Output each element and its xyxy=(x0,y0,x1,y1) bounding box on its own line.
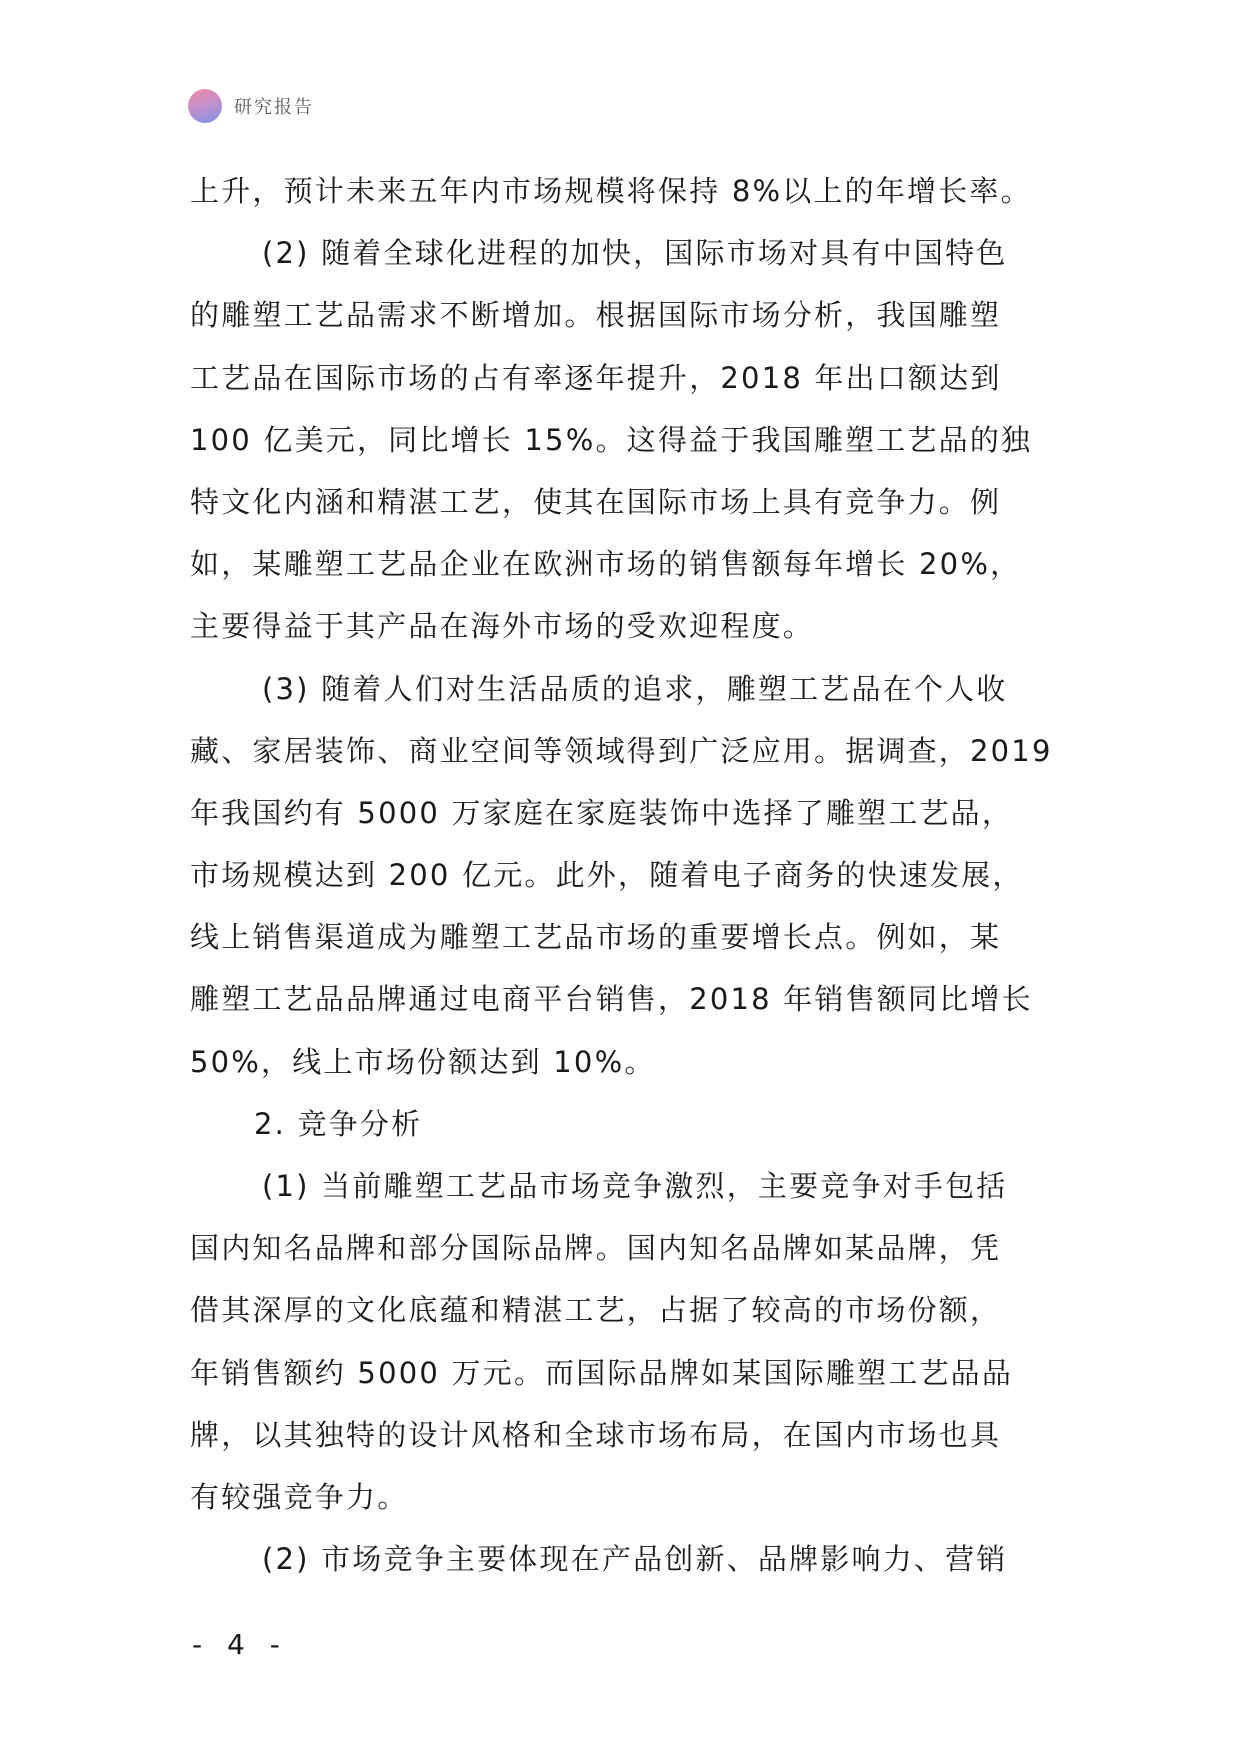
text-line: 有较强竞争力。 xyxy=(190,1479,409,1514)
document-body xyxy=(190,160,1065,1590)
text-line: 市场规模达到 200 亿元。此外，随着电子商务的快速发展， xyxy=(190,858,1024,893)
text-line: (1) 当前雕塑工艺品市场竞争激烈，主要竞争对手包括 xyxy=(262,1169,1008,1203)
text-line: 国内知名品牌和部分国际品牌。国内知名品牌如某品牌，凭 xyxy=(190,1231,1002,1266)
text-line: (3) 随着人们对生活品质的追求，雕塑工艺品在个人收 xyxy=(262,671,1008,706)
page-number: - 4 - xyxy=(192,1628,288,1661)
text-line: 年我国约有 5000 万家庭在家庭装饰中选择了雕塑工艺品， xyxy=(190,795,1014,830)
text-line: 工艺品在国际市场的占有率逐年提升，2018 年出口额达到 xyxy=(190,360,1002,395)
text-line: 上升，预计未来五年内市场规模将保持 8%以上的年增长率。 xyxy=(190,174,1032,208)
page-header xyxy=(188,88,314,124)
text-line: 年销售额约 5000 万元。而国际品牌如某国际雕塑工艺品品 xyxy=(190,1355,1014,1390)
text-line: 50%，线上市场份额达到 10%。 xyxy=(190,1044,656,1079)
text-line: 主要得益于其产品在海外市场的受欢迎程度。 xyxy=(190,609,815,644)
section-heading: 2. 竞争分析 xyxy=(254,1106,423,1141)
text-line: 的雕塑工艺品需求不断增加。根据国际市场分析，我国雕塑 xyxy=(190,298,1002,333)
text-line: 线上销售渠道成为雕塑工艺品市场的重要增长点。例如，某 xyxy=(190,920,1002,955)
text-line: 雕塑工艺品品牌通过电商平台销售，2018 年销售额同比增长 xyxy=(190,982,1033,1017)
text-line: (2) 随着全球化进程的加快，国际市场对具有中国特色 xyxy=(262,236,1008,271)
text-line: 藏、家居装饰、商业空间等领域得到广泛应用。据调查，2019 xyxy=(190,733,1053,768)
text-line: 特文化内涵和精湛工艺，使其在国际市场上具有竞争力。例 xyxy=(190,484,1002,519)
text-line: (2) 市场竞争主要体现在产品创新、品牌影响力、营销 xyxy=(262,1542,1008,1577)
report-logo-icon xyxy=(188,89,222,123)
header-label: 研究报告 xyxy=(234,97,314,118)
text-line: 借其深厚的文化底蕴和精湛工艺，占据了较高的市场份额， xyxy=(190,1293,1002,1328)
text-line: 如，某雕塑工艺品企业在欧洲市场的销售额每年增长 20%， xyxy=(190,547,1022,582)
text-line: 100 亿美元，同比增长 15%。这得益于我国雕塑工艺品的独 xyxy=(190,422,1033,457)
text-line: 牌，以其独特的设计风格和全球市场布局，在国内市场也具 xyxy=(190,1417,1002,1452)
